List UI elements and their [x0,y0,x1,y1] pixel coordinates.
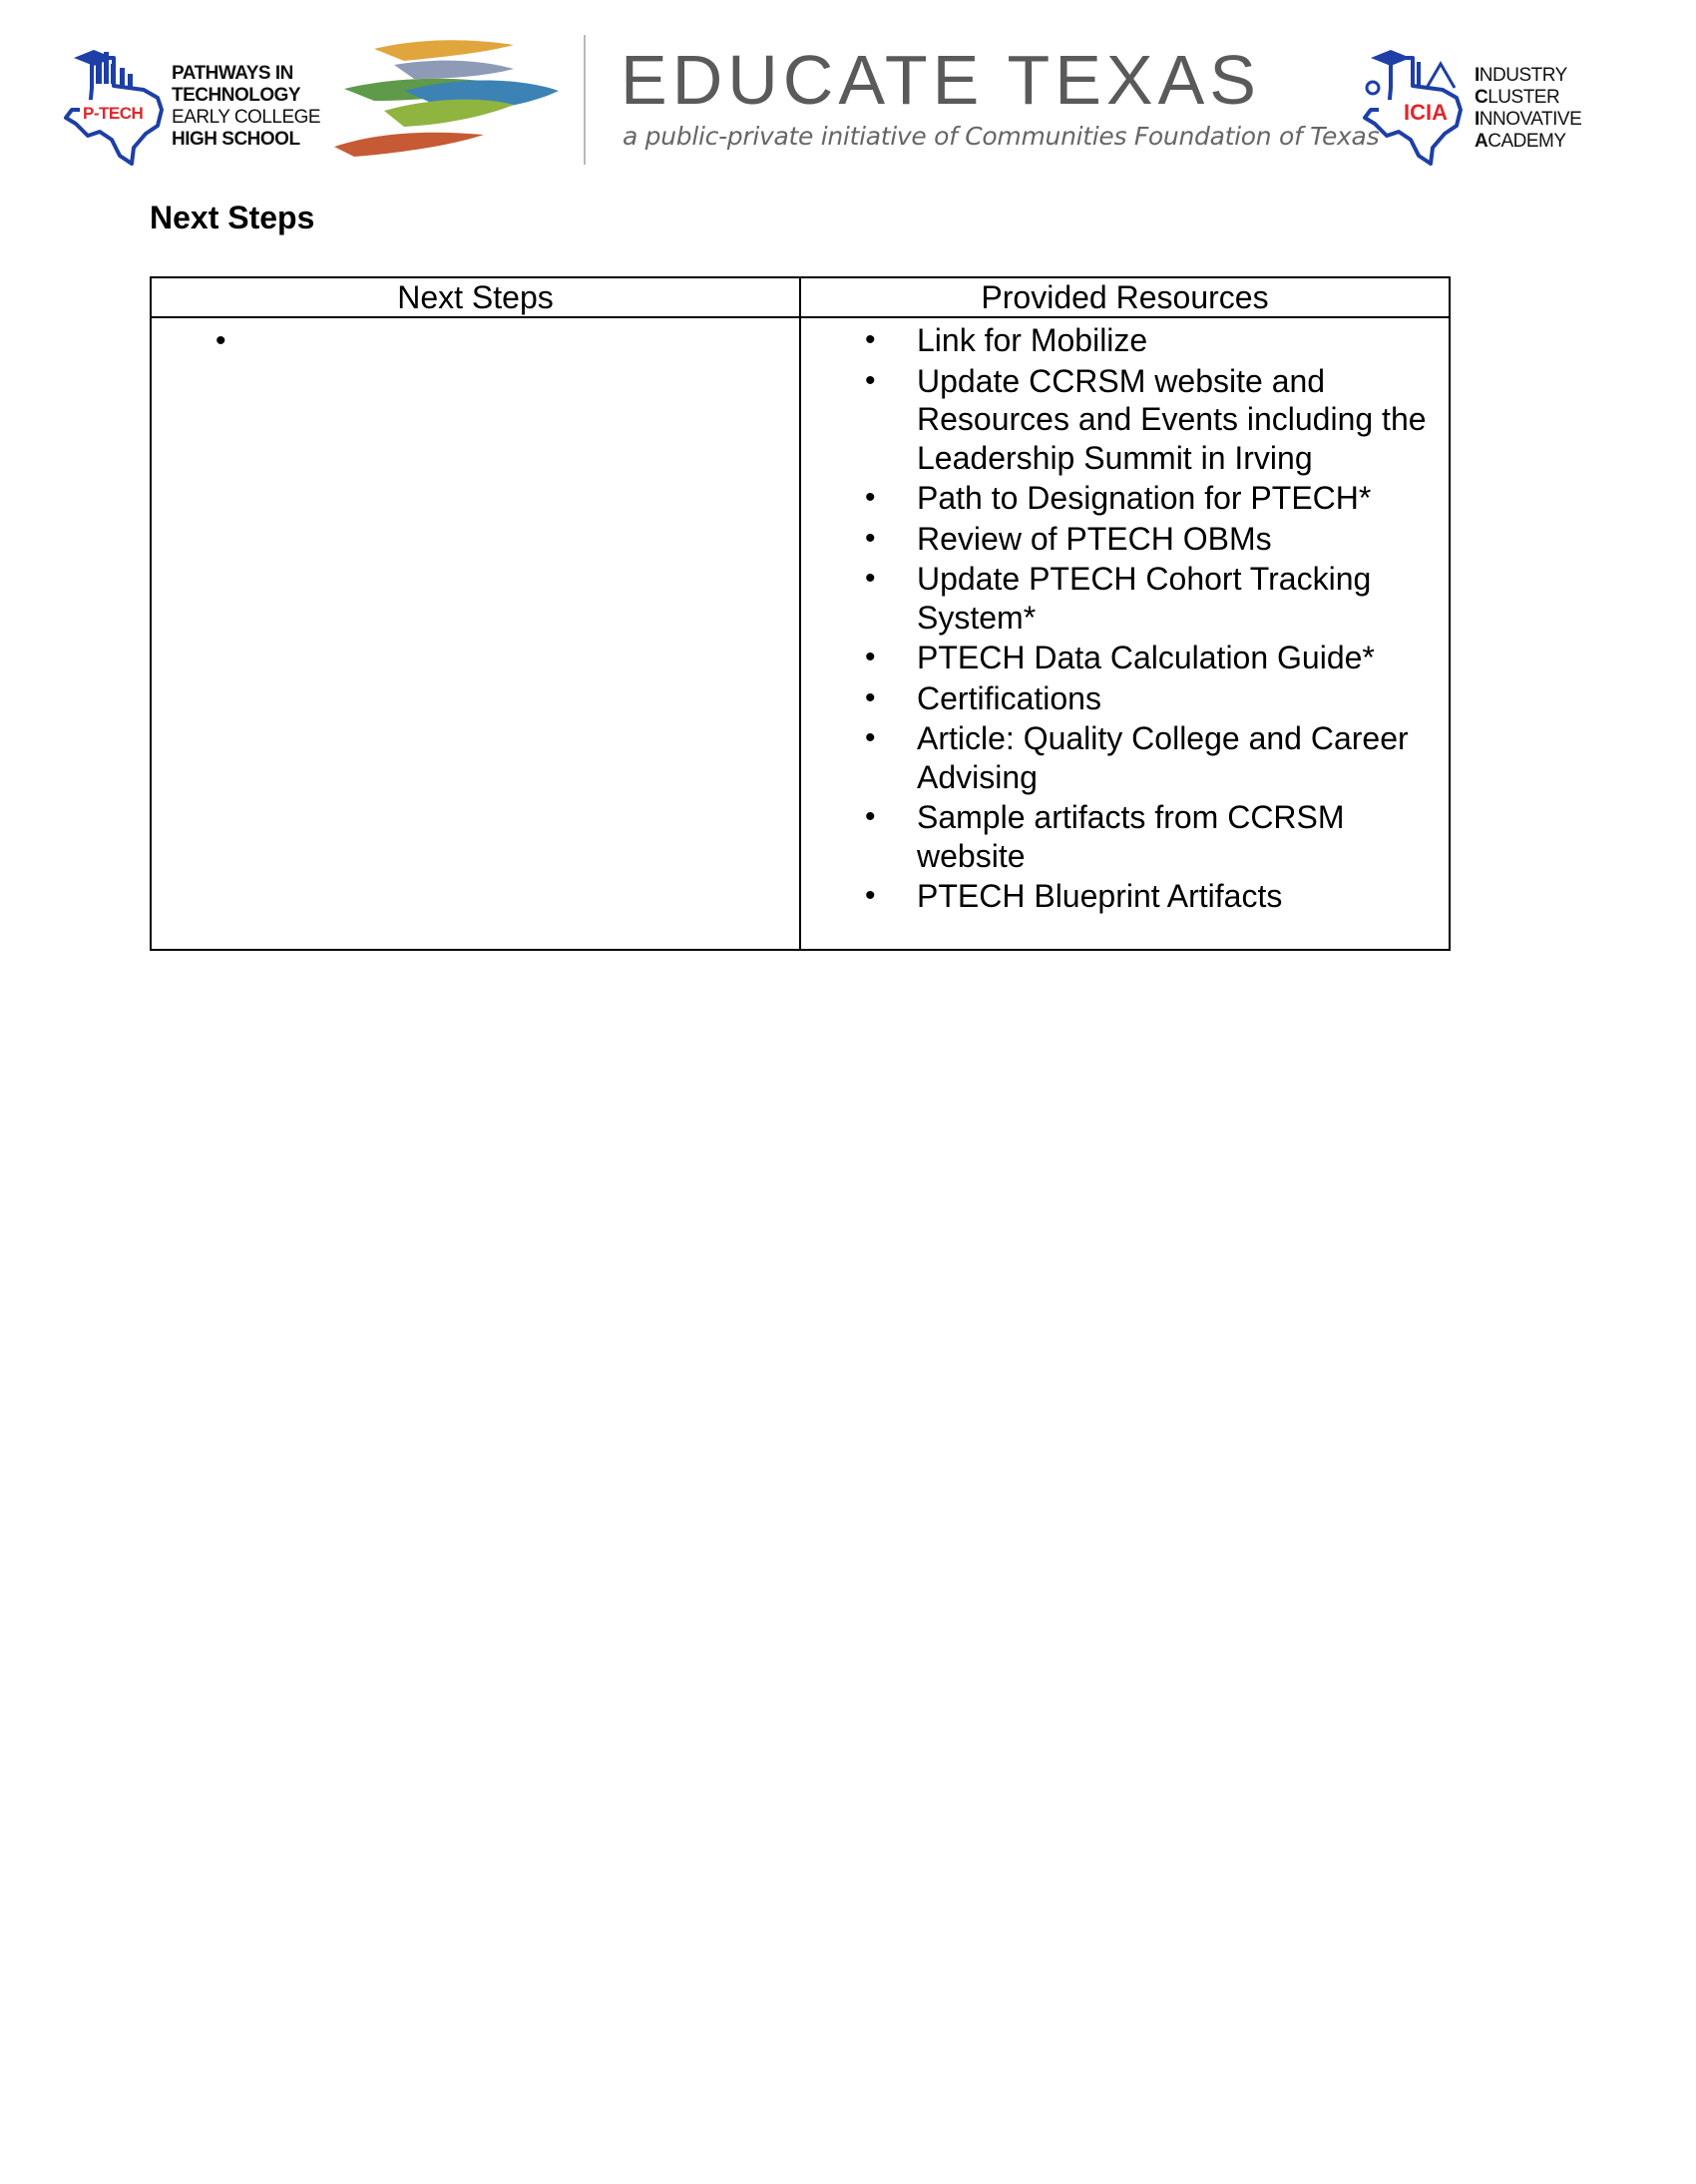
ptech-line-3: EARLY COLLEGE [172,107,321,128]
ptech-badge: P-TECH [83,104,144,123]
resource-item: • PTECH Data Calculation Guide* [801,639,1449,677]
resource-item: • Sample artifacts from CCRSM website [801,798,1449,875]
resource-item: • Update CCRSM website and Resources and Events including the Leadership Summit in Irving [801,362,1449,478]
ptech-line-1: PATHWAYS IN [172,63,293,84]
table-header-row [151,277,1450,317]
ptech-line-4: HIGH SCHOOL [172,129,300,150]
resource-item: • Update PTECH Cohort Tracking System* [801,560,1449,637]
resource-item: • Link for Mobilize [801,321,1449,360]
educate-texas-title: EDUCATE TEXAS [621,41,1261,119]
document-header [0,0,1696,190]
header-provided-resources: Provided Resources [800,277,1450,317]
next-steps-cell [151,317,800,950]
provided-resources-list [801,318,1449,916]
icia-logo-text [1475,65,1581,153]
resource-item: • Path to Designation for PTECH* [801,479,1449,518]
ptech-logo-text [172,63,320,151]
next-steps-table [150,276,1451,951]
provided-resources-cell [800,317,1450,950]
icia-badge: ICIA [1404,100,1448,125]
section-heading: Next Steps [150,200,315,235]
header-divider [584,35,586,165]
header-next-steps: Next Steps [151,277,800,317]
resource-item: • Article: Quality College and Career Advising [801,719,1449,796]
next-steps-list [152,318,799,360]
resource-item: • PTECH Blueprint Artifacts [801,877,1449,916]
resource-item: • Certifications [801,679,1449,718]
table-row [151,317,1450,950]
resource-item: • Review of PTECH OBMs [801,520,1449,559]
educate-texas-tagline: a public-private initiative of Communities Foundation of Texas [623,122,1380,151]
icia-line-4: ACADEMY [1475,131,1566,152]
icia-line-2: CLUSTER [1475,87,1560,108]
icia-line-3: INNOVATIVE [1475,109,1582,130]
next-step-item [152,322,799,360]
ptech-line-2: TECHNOLOGY [172,85,301,106]
icia-line-1: INDUSTRY [1475,65,1567,86]
educate-texas-swoosh-icon [334,35,564,165]
